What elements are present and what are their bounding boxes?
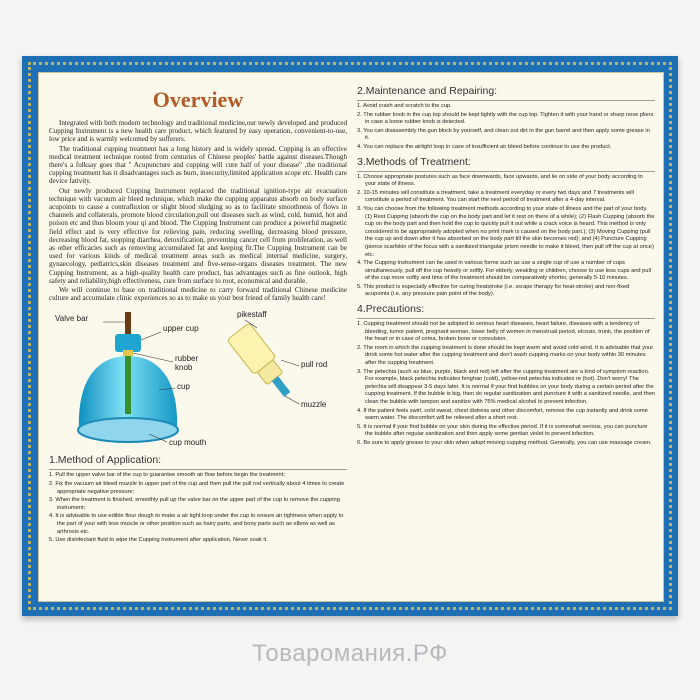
methods-treatment-list bbox=[357, 174, 655, 300]
precautions-list bbox=[357, 321, 655, 448]
list-item: 1. Avoid crash and scratch to the cup. bbox=[357, 103, 452, 109]
list-item: 6. Be sure to apply grease to your skin when adopt moving cupping method. Generally, you can use massage cream. bbox=[357, 439, 652, 446]
label-cup: cup bbox=[177, 382, 190, 392]
right-column bbox=[357, 81, 655, 593]
list-item: 1. Pull the upper valve bar of the cup to guarantee smooth air flow before begin the treatment; bbox=[49, 472, 285, 479]
overview-paragraph: The traditional cupping treatment has a long history and is widely spread. Cupping is an effective medical treatment technique rooted from centuries of Chinese peoples' battle against diseases.Though there's a folksay goes that " Acupuncture and cupping will cure half of your disease" ,the traditional cupping treatment has it disadvantages such as burn, insecurity,limited application scope etc. Health care device fativity. bbox=[49, 144, 347, 186]
list-item: 3. The petechia (such as blue, purple, black and red) left after the cupping treatment are a kind of symptom reaction. For example, black petechia indicates fenghan (cold), yellow-red petechia indicates re (hot). Don't worry! The petechia will disappear 3-5 days later. It is normal if your find bubbles on your body during a certain period after the cupping treatment. If the bubble is big, then do regular sanitization and puncture it with a sanitized needle, and then clean the bubble with tampon and sanitize with 75% medical alcohol to prevent infection. bbox=[357, 368, 655, 405]
precautions-title: 4.Precautions: bbox=[357, 303, 425, 316]
list-item: 1. Cupping treatment should not be adopted to serious heart diseases, heart failure, diseases with a tendency of bleeding, tumor patient, pregnant woman, lower belly of women in menstrual period, elcosis, trunk, the position of the heart or in case of coma, broken bone or convulsion. bbox=[357, 321, 650, 343]
list-item: 3. You can choose from the following treatment methods according to your state of illness and the part of your body. (1) Rest Cupping (absorb the cup on the body part and let it rest on there of a while); (2) Flash Cupping (absorb the cup on the body part and then hold the cup to quickly pull it out while a crack voice is heard. This method is only considered to be appropriately adopted when no print mark is caused on the body part.); (3) Moving Cupping (pull the cup up and down after it has absorbed on the body part till the skin becomes red); and (4) Puncture Cupping (pierce scarfskin of the focus with a sanitized triangular prism needle to make it bleed, then pull off the cup at once) etc. bbox=[357, 205, 655, 258]
list-item: 2. The room in which the cupping treatment is done should be kept warm and avoid cold wind. It is advisable that your drink some hot water after the cupping treatment and don't wash cupping marks on your body within 30 minutes after the cupping treatment. bbox=[357, 344, 654, 367]
divider bbox=[49, 469, 347, 470]
divider bbox=[357, 100, 655, 101]
list-item: 1. Choose appropriate postures such as face downwards, face upwards, and lie on side of your body according to your state of illness. bbox=[357, 173, 643, 188]
inner-stem bbox=[125, 356, 131, 414]
list-item: 3. When the treatment is finished, smoothly pull up the valve bar on the upper part of the cup to remove the cupping instrument; bbox=[49, 497, 340, 511]
list-item: 2. The rubber knob in the cup top should be kept tightly with the cup top. Tighten it with your hand or sharp nose pliers in case a loose rubber knob is detected. bbox=[357, 111, 654, 126]
label-rubber-knob: rubber knob bbox=[175, 354, 199, 373]
divider bbox=[357, 171, 655, 172]
overview-paragraph: We will continue to base on traditional medicine to carry forward traditional Chinese medicine culture and accumulate clinic experiences so as to make us your best friend of family health care! bbox=[49, 286, 347, 303]
list-item: 2. Fix the vacuum air bleed muzzle to upper part of the cup and then pull the pull rod vertically about 4 times to create appropriate negative pressure; bbox=[49, 481, 345, 495]
cupping-diagram bbox=[49, 310, 347, 450]
overview-paragraph: Our newly produced Cupping Instrument replaced the traditional ignition-type air evacuation technique with vacuum air bleed technique, which make the cupping apparatus absorb on body surface acupoints to cause a contrafluxion or slight blood sludging so as to facilitate smoothness of flows in channels and collaterals, promote blood circulation,pull out diseases such as wind, cold, humid, hot and poison etc and thus bloom your qi and blood. The Cupping Instrument can produce a powerful magnetic field effect and is very effective for relieving pain, reducing swelling, decreasing blood pressure, decreasing blood fat, stopping diarrhea, detoxification, preventing cancer cell from proliferation, as well as other efficacies such as removing accumulated fat and keeping fit.The Cupping Instrument can be used for various kinds of medical treatment areas such as medical internal medicine, surgery, gynaecology, pediatrics,skin diseases treatment and five-sense-organs diseases treatment. The new Cupping Instrument, as a high-quality health care product, has advantages such as fine outlook, high safety and reliability,high effectiveness, cure from surface to root, economical and durable. bbox=[49, 186, 347, 285]
methods-treatment-title: 3.Methods of Treatment: bbox=[357, 155, 471, 168]
list-item: 2. 10-15 minutes will constitute a treatment, take a treatment everyday or every two days and 7 treatments will constitute a period of treatment. You can start the next period of treatment after a 4-day interval. bbox=[357, 189, 634, 204]
overview-paragraph: Integrated with both modern technology and traditional medicine,our newly developed and produced Cupping Instrument is a new health care product, which featured by easy operation, convenient-to-use, low price and is warmly welcomed by sufferers. bbox=[49, 119, 347, 144]
content-panel bbox=[38, 72, 664, 602]
list-item: 4. If the patient feels swirl, cold sweat, chest distress and other discomfort, remove the cup instantly and drink some warm water. The discomfort will be relieved after a short rest. bbox=[357, 407, 648, 422]
list-item: 5. It is normal if your find bubble on your skin during the effective period. If it is somewhat serious, you can puncture the bubble after regular sanitization and then apply some gentian violet to prevent infection. bbox=[357, 423, 648, 438]
label-upper-cup: upper cup bbox=[163, 324, 199, 334]
instruction-sheet bbox=[22, 56, 678, 616]
method-application-title: 1.Method of Application: bbox=[49, 454, 162, 467]
label-muzzle: muzzle bbox=[301, 400, 327, 410]
list-item: 4. It is advisable to use edible flour dough to make a air tight loop under the cup to ensure air tightness when apply to the part of your with less muscle or other position such as hairy parts, and bony parts such as elbow as well as arthrosis etc. bbox=[49, 513, 344, 535]
label-pikestaff: pikestaff bbox=[237, 310, 267, 320]
list-item: 4. The Cupping Instrument can be used in various forms such as use a single cup of use a number of cups simultaneously, pull off the cup heavily or softly. For elderly, weakling or children, choose to use less cups and pull of the cup more softly and time of the treatment should be comparatively shorter, generally 5-10 minutes. bbox=[357, 260, 651, 282]
maintenance-title: 2.Maintenance and Repairing: bbox=[357, 85, 498, 97]
left-column bbox=[49, 81, 347, 593]
label-cup-mouth: cup mouth bbox=[169, 438, 207, 448]
cup-mouth bbox=[78, 418, 178, 442]
list-item: 5. Use disinfectant fluid to wipe the Cupping Instrument after application. Never soak it. bbox=[49, 537, 268, 544]
maintenance-list bbox=[357, 103, 655, 152]
rubber-knob bbox=[123, 350, 133, 356]
muzzle bbox=[272, 377, 291, 398]
list-item: 3. You can disassembly the gun block by yourself, and clean out dirt in the gun barrel and then apply some grease in it. bbox=[357, 127, 650, 142]
overview-title: Overview bbox=[152, 87, 244, 112]
upper-cup bbox=[115, 334, 141, 352]
watermark: Товаромания.РФ bbox=[252, 640, 448, 667]
list-item: 4. You can replace the airtight loop in case of insufficient air bleed before continue to use the product. bbox=[357, 143, 612, 150]
label-valve-bar: Valve bar bbox=[55, 314, 89, 324]
method-application-list bbox=[49, 472, 347, 544]
label-pull-rod: pull rod bbox=[301, 360, 328, 370]
list-item: 5. This product is especially effective for curing heatstroke (i.e. scrape therapy for heat-stroke) and non-fixed acupoints (i.e. any pressure pain point of the body). bbox=[357, 283, 630, 298]
divider bbox=[357, 318, 655, 319]
